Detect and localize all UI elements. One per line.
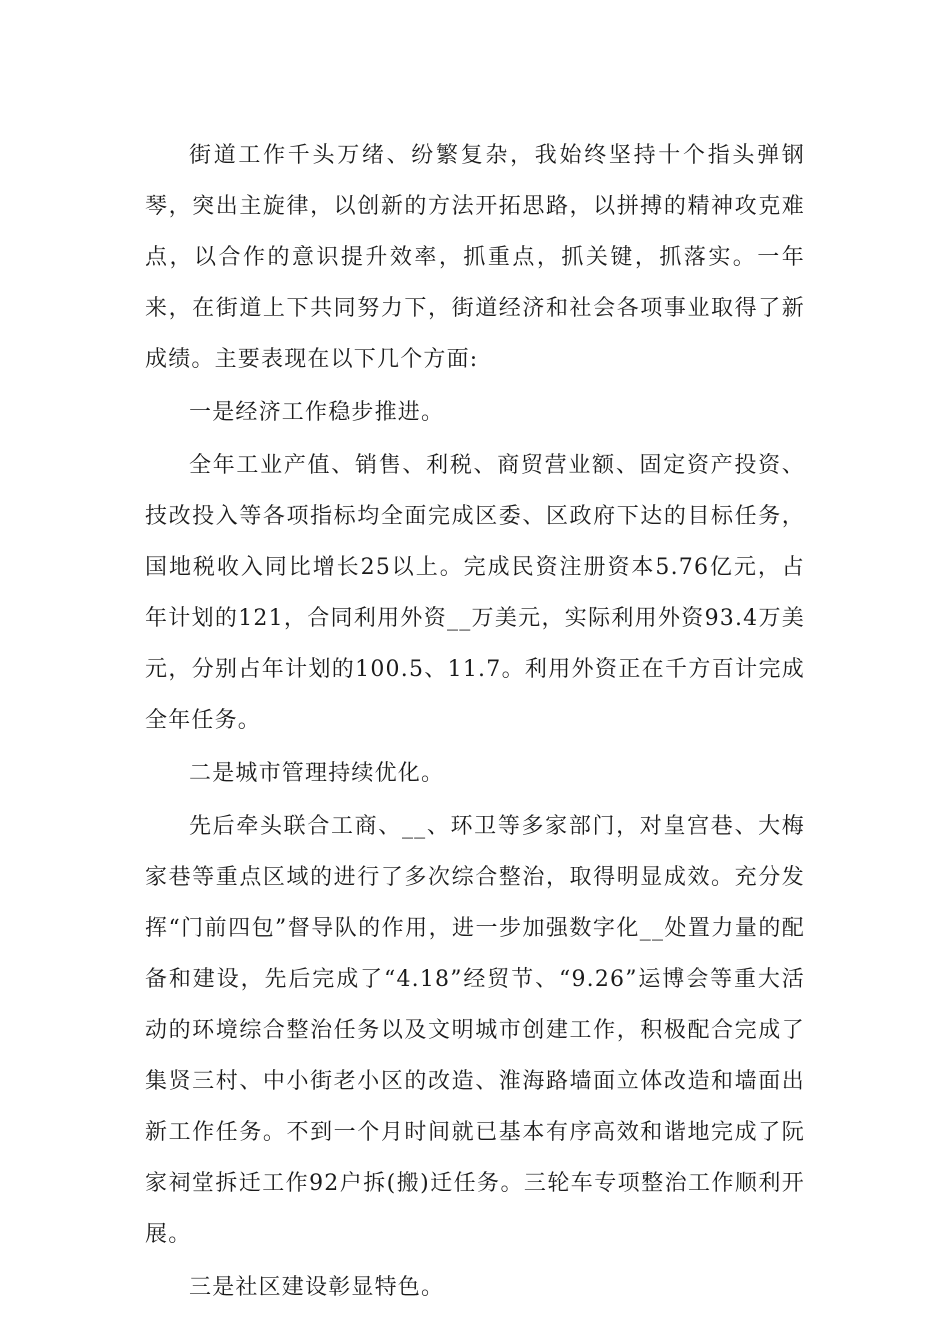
paragraph-intro: 街道工作千头万绪、纷繁复杂，我始终坚持十个指头弹钢琴，突出主旋律，以创新的方法开拓思路，以拼搏的精神攻克难点，以合作的意识提升效率，抓重点，抓关键，抓落实。一年来，在街道上下共同努力下，街道经济和社会各项事业取得了新成绩。主要表现在以下几个方面: xyxy=(145,143,805,372)
section-heading-community: 三是社区建设彰显特色。 xyxy=(189,1275,445,1300)
document-body xyxy=(145,130,805,1315)
paragraph-economy: 全年工业产值、销售、利税、商贸营业额、固定资产投资、技改投入等各项指标均全面完成区委、区政府下达的目标任务，国地税收入同比增长25以上。完成民资注册资本5.76亿元，占年计划的121，合同利用外资__万美元，实际利用外资93.4万美元，分别占年计划的100.5、11.7。利用外资正在千方百计完成全年任务。 xyxy=(145,453,805,733)
section-heading-economy: 一是经济工作稳步推进。 xyxy=(189,400,445,425)
paragraph-city-management: 先后牵头联合工商、__、环卫等多家部门，对皇宫巷、大梅家巷等重点区域的进行了多次综合整治，取得明显成效。充分发挥“门前四包”督导队的作用，进一步加强数字化__处置力量的配备和建设，先后完成了“4.18”经贸节、“9.26”运博会等重大活动的环境综合整治任务以及文明城市创建工作，积极配合完成了集贤三村、中小街老小区的改造、淮海路墙面立体改造和墙面出新工作任务。不到一个月时间就已基本有序高效和谐地完成了阮家祠堂拆迁工作92户拆(搬)迁任务。三轮车专项整治工作顺利开展。 xyxy=(145,814,805,1247)
section-heading-city-management: 二是城市管理持续优化。 xyxy=(189,761,445,786)
